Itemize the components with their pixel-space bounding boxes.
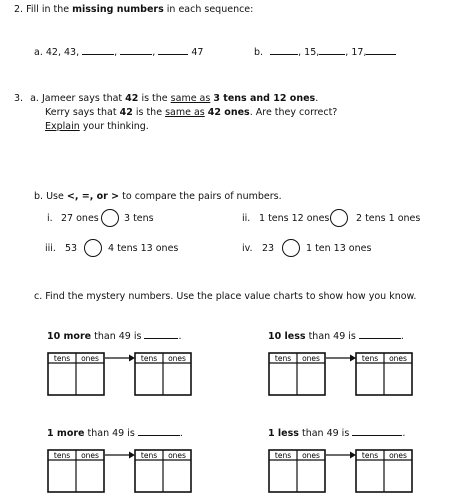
bold-text: 1 less — [268, 428, 299, 439]
compare-right-ii: 2 tens 1 ones — [356, 213, 421, 224]
question-3a-line-2: Kerry says that 42 is the same as 42 ones. Are they correct? — [45, 107, 338, 118]
item-label: a. — [34, 47, 43, 58]
compare-circle-ii[interactable] — [330, 209, 348, 227]
text: Are they correct? — [255, 107, 338, 118]
text: Use — [46, 191, 64, 202]
item-label: b. — [254, 47, 264, 58]
item-label: b. — [34, 191, 44, 202]
arrow-head-icon — [129, 452, 135, 459]
bold-text: 3 tens and 12 ones — [213, 93, 316, 104]
question-number: 2. — [14, 4, 24, 15]
ones-header: ones — [81, 354, 99, 363]
compare-right-iv: 1 ten 13 ones — [306, 243, 372, 254]
instruction-text: Find the mystery numbers. Use the place value charts to show how you know. — [45, 291, 417, 302]
item-label: c. — [34, 291, 43, 302]
answer-blank[interactable] — [158, 45, 188, 55]
place-value-chart-pair-3[interactable] — [47, 448, 192, 494]
compare-left-i: 27 ones — [61, 213, 99, 224]
text: than 49 is — [87, 428, 135, 439]
number-bold: 42 — [119, 107, 133, 118]
question-number: 3. — [14, 93, 24, 104]
compare-left-iv: 23 — [262, 243, 275, 254]
sequence-b: b. , 15, , 17, — [254, 45, 396, 59]
text: Jameer says that — [41, 93, 123, 104]
place-value-chart-pair-1[interactable] — [47, 351, 192, 397]
place-value-chart-svg — [268, 448, 413, 494]
underlined-text: same as — [165, 107, 205, 118]
text: Kerry says that — [45, 107, 117, 118]
question-3c-prompt — [34, 291, 416, 303]
ones-header: ones — [81, 451, 99, 460]
mystery-problem-1: 10 more than 49 is . — [47, 331, 182, 342]
bold-text: 42 ones — [207, 107, 250, 118]
compare-num-ii: ii. — [242, 213, 251, 224]
ones-header: ones — [302, 451, 320, 460]
question-2-prompt — [14, 4, 253, 16]
text: than 49 is — [94, 331, 142, 342]
answer-blank[interactable] — [82, 45, 114, 55]
underlined-text: Explain — [45, 121, 80, 132]
question-3a-line-1: 3. a. Jameer says that 42 is the same as 3 tens and 12 ones. — [14, 93, 319, 104]
place-value-chart-svg — [47, 448, 192, 494]
answer-blank[interactable] — [120, 45, 152, 55]
ones-header: ones — [168, 451, 186, 460]
text: than 49 is — [301, 428, 350, 439]
prompt-text: in each sequence: — [166, 4, 254, 15]
arrow-head-icon — [350, 355, 356, 362]
compare-circle-iii[interactable] — [84, 239, 102, 257]
compare-left-iii: 53 — [65, 243, 78, 254]
comma: , — [114, 47, 118, 58]
sequence-a — [34, 45, 203, 59]
question-3b-prompt — [34, 191, 282, 203]
tens-header: tens — [274, 354, 292, 363]
answer-blank[interactable] — [359, 329, 401, 339]
sequence-value: 17 — [351, 47, 364, 58]
compare-num-i: i. — [47, 213, 53, 224]
bold-symbols: <, =, or > — [66, 191, 120, 202]
tens-header: tens — [53, 354, 71, 363]
answer-blank[interactable] — [138, 426, 180, 436]
compare-num-iv: iv. — [242, 243, 253, 254]
prompt-text: Fill in the — [26, 4, 70, 15]
tens-header: tens — [140, 451, 158, 460]
tens-header: tens — [53, 451, 71, 460]
compare-circle-i[interactable] — [101, 209, 119, 227]
mystery-problem-2: 10 less than 49 is . — [268, 331, 404, 342]
tens-header: tens — [140, 354, 158, 363]
tens-header: tens — [361, 354, 379, 363]
text: is the — [135, 107, 163, 118]
sequence-start: 42, 43, — [45, 47, 80, 58]
compare-circle-iv[interactable] — [282, 239, 300, 257]
arrow-head-icon — [129, 355, 135, 362]
bold-text: 10 more — [47, 331, 92, 342]
bold-text: 10 less — [268, 331, 306, 342]
text: than 49 is — [308, 331, 356, 342]
sequence-value: 15 — [304, 47, 317, 58]
place-value-chart-svg — [47, 351, 192, 397]
item-label: a. — [30, 93, 39, 104]
place-value-chart-pair-4[interactable] — [268, 448, 413, 494]
comma: , — [152, 47, 156, 58]
compare-right-i: 3 tens — [124, 213, 154, 224]
place-value-chart-pair-2[interactable] — [268, 351, 413, 397]
compare-left-ii: 1 tens 12 ones — [259, 213, 330, 224]
mystery-problem-4: 1 less than 49 is . — [268, 428, 406, 439]
place-value-chart-svg — [268, 351, 413, 397]
arrow-head-icon — [350, 452, 356, 459]
tens-header: tens — [274, 451, 292, 460]
text: your thinking. — [82, 121, 149, 132]
text: to compare the pairs of numbers. — [122, 191, 282, 202]
compare-num-iii: iii. — [45, 243, 56, 254]
ones-header: ones — [168, 354, 186, 363]
underlined-text: same as — [170, 93, 211, 104]
answer-blank[interactable] — [270, 45, 298, 55]
answer-blank[interactable] — [366, 45, 396, 55]
bold-text: 1 more — [47, 428, 85, 439]
prompt-bold: missing numbers — [72, 4, 164, 15]
ones-header: ones — [302, 354, 320, 363]
answer-blank[interactable] — [352, 426, 402, 436]
mystery-problem-3: 1 more than 49 is . — [47, 428, 183, 439]
sequence-end: 47 — [191, 47, 204, 58]
ones-header: ones — [389, 451, 407, 460]
ones-header: ones — [389, 354, 407, 363]
compare-right-iii: 4 tens 13 ones — [108, 243, 179, 254]
answer-blank[interactable] — [319, 45, 345, 55]
answer-blank[interactable] — [144, 329, 178, 339]
text: is the — [141, 93, 168, 104]
number-bold: 42 — [125, 93, 139, 104]
tens-header: tens — [361, 451, 379, 460]
question-3a-line-3 — [45, 121, 149, 133]
